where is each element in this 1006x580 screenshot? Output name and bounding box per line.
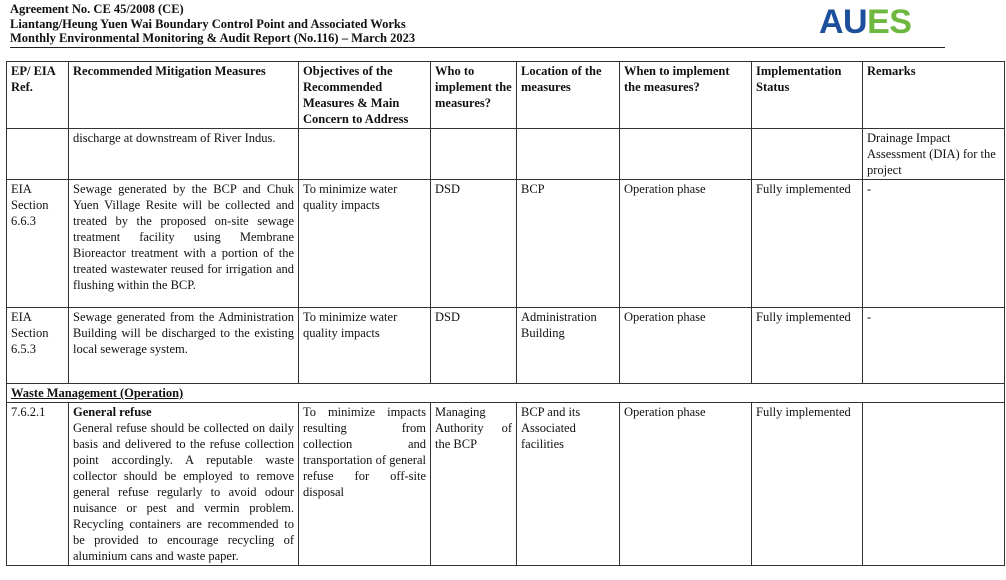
project-title: Liantang/Heung Yuen Wai Boundary Control Point and Associated Works [10,16,406,31]
ref-cell [7,129,69,180]
remarks-cell: Drainage Impact Assessment (DIA) for the project [863,129,1005,180]
objectives-cell: To minimize water quality impacts [299,180,431,308]
who-cell: Managing Authority of the BCP [431,403,517,566]
aues-logo: AUES [819,3,912,41]
status-cell: Fully implemented [752,403,863,566]
measures-cell: Sewage generated by the BCP and Chuk Yuen Village Resite will be collected and treated by the proposed on-site sewage treatment facility using Membrane Bioreactor treatment with a portion of the treated wastewater reused for irrigation and flushing within the BCP. [69,180,299,308]
remarks-cell [863,403,1005,566]
status-cell [752,129,863,180]
measures-cell [69,403,299,566]
measure-title: General refuse [73,405,152,419]
mitigation-measures-table [6,61,1005,566]
status-cell: Fully implemented [752,180,863,308]
column-header: Objectives of the Recommended Measures & Main Concern to Address [299,62,431,129]
who-cell [431,129,517,180]
when-cell: Operation phase [620,180,752,308]
objectives-cell [299,129,431,180]
ref-cell: EIA Section 6.6.3 [7,180,69,308]
table-row [7,308,1005,384]
column-header: EP/ EIA Ref. [7,62,69,129]
who-cell: DSD [431,180,517,308]
when-cell [620,129,752,180]
location-cell: BCP and its Associated facilities [517,403,620,566]
measure-text: General refuse should be collected on daily basis and delivered to the refuse collection point accordingly. A reputable waste collector should be employed to remove general refuse regularly to avoid odour nuisance or pest and vermin problem. Recycling containers are recommended to be provided to encourage recycling of aluminium cans and waste paper. [73,421,294,563]
column-header: Remarks [863,62,1005,129]
location-cell [517,129,620,180]
column-header: Who to implement the measures? [431,62,517,129]
column-header: Location of the measures [517,62,620,129]
status-cell: Fully implemented [752,308,863,384]
remarks-cell: - [863,308,1005,384]
ref-cell: EIA Section 6.5.3 [7,308,69,384]
table-row [7,129,1005,180]
who-cell: DSD [431,308,517,384]
when-cell: Operation phase [620,308,752,384]
table-row [7,180,1005,308]
measures-cell: Sewage generated from the Administration Building will be discharged to the existing local sewerage system. [69,308,299,384]
report-header [10,2,945,48]
location-cell: Administration Building [517,308,620,384]
column-header: When to implement the measures? [620,62,752,129]
report-title: Monthly Environmental Monitoring & Audit Report (No.116) – March 2023 [10,31,416,45]
remarks-cell: - [863,180,1005,308]
objectives-cell: To minimize impacts resulting from collection and transportation of general refuse for off-site disposal [299,403,431,566]
section-title: Waste Management (Operation) [7,384,1005,403]
ref-cell: 7.6.2.1 [7,403,69,566]
section-row [7,384,1005,403]
measures-cell: discharge at downstream of River Indus. [69,129,299,180]
agreement-number: Agreement No. CE 45/2008 (CE) [10,2,184,16]
when-cell: Operation phase [620,403,752,566]
column-header: Recommended Mitigation Measures [69,62,299,129]
column-header: Implementation Status [752,62,863,129]
table-header-row [7,62,1005,129]
location-cell: BCP [517,180,620,308]
table-row [7,403,1005,566]
objectives-cell: To minimize water quality impacts [299,308,431,384]
